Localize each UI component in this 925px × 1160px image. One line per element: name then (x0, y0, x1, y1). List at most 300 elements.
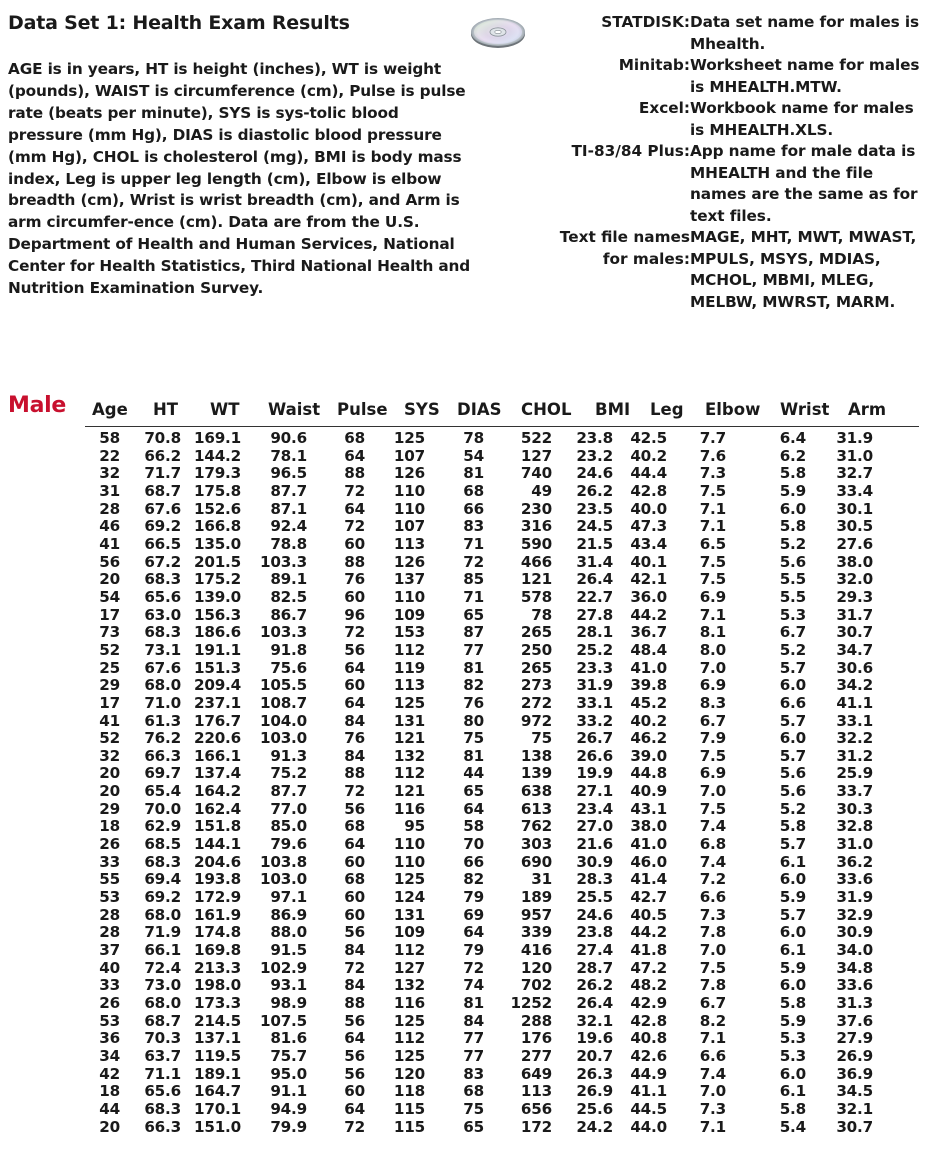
table-cell: 169.8 (193, 941, 241, 960)
table-cell: 33.1 (836, 711, 873, 730)
table-cell: 67.6 (144, 499, 181, 518)
table-cell: 33 (99, 852, 120, 871)
table-cell: 7.1 (699, 517, 726, 536)
table-cell: 40.5 (630, 905, 667, 924)
table-cell: 6.6 (699, 1046, 726, 1065)
table-cell: 151.0 (193, 1117, 241, 1136)
table-cell: 40.9 (630, 782, 667, 801)
table-cell: 42.7 (630, 888, 667, 907)
table-cell: 186.6 (193, 623, 241, 642)
file-map-key: STATDISK: (601, 13, 690, 31)
table-cell: 166.1 (193, 746, 241, 765)
table-cell: 19.6 (576, 1029, 613, 1048)
table-cell: 144.1 (193, 835, 241, 854)
table-cell: 166.8 (193, 517, 241, 536)
table-cell: 193.8 (193, 870, 241, 889)
table-cell: 6.9 (699, 764, 726, 783)
table-cell: 71.0 (144, 693, 181, 712)
table-cell: 95.0 (270, 1064, 307, 1083)
table-cell: 7.5 (699, 552, 726, 571)
table-cell: 96.5 (270, 464, 307, 483)
table-cell: 125 (393, 870, 425, 889)
table-cell: 103.3 (259, 623, 307, 642)
table-row (0, 624, 873, 642)
table-cell: 27.9 (836, 1029, 873, 1048)
table-cell: 138 (520, 746, 552, 765)
table-cell: 189.1 (193, 1064, 241, 1083)
table-cell: 105.5 (259, 676, 307, 695)
table-cell: 590 (520, 534, 552, 553)
table-cell: 27.0 (576, 817, 613, 836)
table-cell: 265 (520, 658, 552, 677)
table-cell: 77.0 (270, 799, 307, 818)
table-cell: 22.7 (576, 587, 613, 606)
table-cell: 20 (99, 782, 120, 801)
table-cell: 5.3 (779, 605, 806, 624)
table-cell: 65.4 (144, 782, 181, 801)
table-cell: 110 (393, 499, 425, 518)
table-cell: 81 (463, 746, 484, 765)
table-cell: 7.1 (699, 1029, 726, 1048)
table-cell: 83 (463, 517, 484, 536)
table-cell: 172.9 (193, 888, 241, 907)
file-map-value: MAGE, MHT, MWT, MWAST, MPULS, MSYS, MDIAS, MCHOL, MBMI, MLEG, MELBW, MWRST, MARM. (690, 228, 917, 311)
table-cell: 91.5 (270, 941, 307, 960)
table-cell: 23.8 (576, 923, 613, 942)
table-cell: 5.6 (779, 782, 806, 801)
table-cell: 5.3 (779, 1046, 806, 1065)
col-header-age: Age (92, 400, 128, 419)
table-cell: 79.9 (270, 1117, 307, 1136)
table-cell: 52 (99, 640, 120, 659)
table-cell: 26 (99, 835, 120, 854)
table-cell: 103.0 (259, 870, 307, 889)
table-cell: 40.2 (630, 446, 667, 465)
table-cell: 75 (463, 729, 484, 748)
table-cell: 86.9 (270, 905, 307, 924)
table-cell: 20.7 (576, 1046, 613, 1065)
table-row (0, 765, 873, 783)
table-cell: 34.7 (836, 640, 873, 659)
table-cell: 125 (393, 1011, 425, 1030)
table-cell: 30.6 (836, 658, 873, 677)
table-cell: 7.4 (699, 1064, 726, 1083)
table-cell: 25.9 (836, 764, 873, 783)
table-cell: 66.1 (144, 941, 181, 960)
table-cell: 740 (520, 464, 552, 483)
table-cell: 74 (463, 976, 484, 995)
table-cell: 29 (99, 676, 120, 695)
table-cell: 40 (99, 958, 120, 977)
table-cell: 72.4 (144, 958, 181, 977)
table-cell: 108.7 (259, 693, 307, 712)
table-cell: 60 (344, 888, 365, 907)
table-cell: 56 (344, 1046, 365, 1065)
table-cell: 87.7 (270, 481, 307, 500)
table-cell: 30.9 (836, 923, 873, 942)
table-cell: 28.1 (576, 623, 613, 642)
table-cell: 64 (344, 499, 365, 518)
table-row (0, 1066, 873, 1084)
table-cell: 5.8 (779, 994, 806, 1012)
table-cell: 6.6 (699, 888, 726, 907)
table-cell: 31.2 (836, 746, 873, 765)
table-row (0, 465, 873, 483)
table-cell: 30.7 (836, 623, 873, 642)
table-cell: 26.4 (576, 570, 613, 589)
table-cell: 23.5 (576, 499, 613, 518)
table-cell: 5.9 (779, 888, 806, 907)
table-cell: 31.9 (836, 888, 873, 907)
table-cell: 28.7 (576, 958, 613, 977)
table-cell: 63.7 (144, 1046, 181, 1065)
table-row (0, 977, 873, 995)
table-cell: 112 (393, 764, 425, 783)
table-cell: 110 (393, 587, 425, 606)
table-cell: 656 (520, 1099, 552, 1118)
table-cell: 5.8 (779, 1099, 806, 1118)
col-header-wt: WT (210, 400, 240, 419)
file-map-value: Worksheet name for males is MHEALTH.MTW. (690, 56, 920, 96)
table-row (0, 660, 873, 678)
table-cell: 41.1 (630, 1082, 667, 1101)
table-cell: 77 (463, 1029, 484, 1048)
table-cell: 38.0 (630, 817, 667, 836)
table-row (0, 1048, 873, 1066)
table-cell: 25.2 (576, 640, 613, 659)
table-cell: 124 (393, 888, 425, 907)
table-cell: 32.8 (836, 817, 873, 836)
table-cell: 27.1 (576, 782, 613, 801)
table-cell: 54 (99, 587, 120, 606)
table-cell: 7.2 (699, 870, 726, 889)
table-cell: 112 (393, 941, 425, 960)
table-cell: 273 (520, 676, 552, 695)
table-cell: 42.8 (630, 481, 667, 500)
table-cell: 72 (344, 623, 365, 642)
table-cell: 23.4 (576, 799, 613, 818)
section-label-male: Male (8, 393, 67, 418)
table-cell: 39.8 (630, 676, 667, 695)
table-cell: 6.7 (699, 994, 726, 1012)
table-row (0, 801, 873, 819)
table-cell: 88 (344, 764, 365, 783)
table-cell: 31.9 (576, 676, 613, 695)
table-cell: 60 (344, 852, 365, 871)
table-cell: 82 (463, 676, 484, 695)
table-cell: 79 (463, 941, 484, 960)
col-header-sys: SYS (404, 400, 440, 419)
table-cell: 32.0 (836, 570, 873, 589)
col-header-chol: CHOL (521, 400, 572, 419)
table-cell: 47.3 (630, 517, 667, 536)
table-row (0, 960, 873, 978)
table-row (0, 695, 873, 713)
table-cell: 37.6 (836, 1011, 873, 1030)
table-row (0, 1013, 873, 1031)
table-cell: 69 (463, 905, 484, 924)
table-row (0, 536, 873, 554)
table-cell: 169.1 (193, 429, 241, 447)
table-cell: 191.1 (193, 640, 241, 659)
table-cell: 23.8 (576, 429, 613, 447)
table-cell: 54 (463, 446, 484, 465)
table-cell: 265 (520, 623, 552, 642)
table-cell: 339 (520, 923, 552, 942)
col-header-waist: Waist (268, 400, 321, 419)
table-cell: 139.0 (193, 587, 241, 606)
table-cell: 24.6 (576, 464, 613, 483)
table-row (0, 818, 873, 836)
table-row (0, 713, 873, 731)
table-cell: 21.6 (576, 835, 613, 854)
table-cell: 34 (99, 1046, 120, 1065)
table-cell: 42 (99, 1064, 120, 1083)
table-cell: 120 (520, 958, 552, 977)
table-cell: 64 (344, 1029, 365, 1048)
table-row (0, 677, 873, 695)
table-cell: 173.3 (193, 994, 241, 1012)
table-cell: 26.9 (576, 1082, 613, 1101)
table-cell: 6.9 (699, 676, 726, 695)
table-cell: 40.1 (630, 552, 667, 571)
table-cell: 164.7 (193, 1082, 241, 1101)
table-cell: 81 (463, 994, 484, 1012)
table-cell: 67.6 (144, 658, 181, 677)
table-cell: 66 (463, 499, 484, 518)
table-cell: 125 (393, 429, 425, 447)
table-cell: 5.2 (779, 534, 806, 553)
table-cell: 7.5 (699, 799, 726, 818)
table-cell: 78.8 (270, 534, 307, 553)
table-row (0, 1030, 873, 1048)
table-cell: 277 (520, 1046, 552, 1065)
table-cell: 103.3 (259, 552, 307, 571)
table-cell: 8.0 (699, 640, 726, 659)
file-map-row-statdisk (540, 12, 925, 55)
table-cell: 6.7 (699, 711, 726, 730)
table-cell: 44 (463, 764, 484, 783)
table-cell: 72 (463, 552, 484, 571)
table-cell: 316 (520, 517, 552, 536)
table-cell: 25 (99, 658, 120, 677)
table-cell: 44.9 (630, 1064, 667, 1083)
table-cell: 5.9 (779, 481, 806, 500)
table-cell: 7.5 (699, 958, 726, 977)
table-cell: 66.2 (144, 446, 181, 465)
table-row (0, 1083, 873, 1101)
table-cell: 112 (393, 640, 425, 659)
table-cell: 20 (99, 1117, 120, 1136)
table-cell: 127 (520, 446, 552, 465)
table-cell: 17 (99, 693, 120, 712)
table-cell: 6.0 (779, 499, 806, 518)
table-cell: 68.3 (144, 623, 181, 642)
table-cell: 26.7 (576, 729, 613, 748)
table-cell: 44.4 (630, 464, 667, 483)
header-divider (85, 426, 919, 427)
table-cell: 87.7 (270, 782, 307, 801)
table-cell: 179.3 (193, 464, 241, 483)
table-row (0, 871, 873, 889)
table-cell: 88 (344, 552, 365, 571)
table-cell: 8.3 (699, 693, 726, 712)
table-cell: 71.1 (144, 1064, 181, 1083)
table-cell: 65 (463, 605, 484, 624)
table-cell: 31 (99, 481, 120, 500)
table-row (0, 889, 873, 907)
col-header-elbow: Elbow (705, 400, 761, 419)
table-cell: 220.6 (193, 729, 241, 748)
table-cell: 6.0 (779, 729, 806, 748)
table-cell: 25.5 (576, 888, 613, 907)
file-map-key: Excel: (638, 99, 690, 117)
table-cell: 82.5 (270, 587, 307, 606)
table-cell: 58 (463, 817, 484, 836)
table-cell: 41.8 (630, 941, 667, 960)
table-row (0, 518, 873, 536)
table-cell: 690 (520, 852, 552, 871)
table-cell: 137.4 (193, 764, 241, 783)
table-cell: 60 (344, 587, 365, 606)
table-cell: 5.5 (779, 587, 806, 606)
table-cell: 72 (463, 958, 484, 977)
table-cell: 649 (520, 1064, 552, 1083)
table-cell: 416 (520, 941, 552, 960)
table-cell: 33.1 (576, 693, 613, 712)
table-cell: 23.3 (576, 658, 613, 677)
file-map-value: Workbook name for males is MHEALTH.XLS. (690, 99, 914, 139)
table-cell: 137 (393, 570, 425, 589)
table-cell: 44.5 (630, 1099, 667, 1118)
table-cell: 7.3 (699, 1099, 726, 1118)
table-cell: 28 (99, 923, 120, 942)
table-cell: 41.1 (836, 693, 873, 712)
table-cell: 95 (404, 817, 425, 836)
table-cell: 5.7 (779, 746, 806, 765)
table-cell: 7.1 (699, 499, 726, 518)
table-cell: 43.1 (630, 799, 667, 818)
table-cell: 6.1 (779, 1082, 806, 1101)
table-cell: 27.6 (836, 534, 873, 553)
table-cell: 70.3 (144, 1029, 181, 1048)
table-cell: 72 (344, 481, 365, 500)
table-cell: 131 (393, 905, 425, 924)
table-cell: 69.4 (144, 870, 181, 889)
table-cell: 19.9 (576, 764, 613, 783)
table-cell: 42.5 (630, 429, 667, 447)
table-cell: 5.8 (779, 464, 806, 483)
table-cell: 41.0 (630, 658, 667, 677)
file-map-key: Minitab: (618, 56, 690, 74)
table-cell: 174.8 (193, 923, 241, 942)
table-cell: 115 (393, 1117, 425, 1136)
table-cell: 85.0 (270, 817, 307, 836)
table-cell: 113 (393, 676, 425, 695)
table-cell: 73.0 (144, 976, 181, 995)
table-cell: 56 (344, 799, 365, 818)
table-cell: 44 (99, 1099, 120, 1118)
table-cell: 126 (393, 552, 425, 571)
table-cell: 49 (531, 481, 552, 500)
table-cell: 118 (393, 1082, 425, 1101)
table-cell: 5.4 (779, 1117, 806, 1136)
table-cell: 5.5 (779, 570, 806, 589)
table-row (0, 748, 873, 766)
table-cell: 102.9 (259, 958, 307, 977)
table-cell: 44.0 (630, 1117, 667, 1136)
table-cell: 34.0 (836, 941, 873, 960)
table-cell: 250 (520, 640, 552, 659)
table-cell: 702 (520, 976, 552, 995)
table-row (0, 589, 873, 607)
table-cell: 91.3 (270, 746, 307, 765)
table-cell: 5.2 (779, 640, 806, 659)
table-cell: 7.1 (699, 1117, 726, 1136)
table-cell: 466 (520, 552, 552, 571)
table-cell: 164.2 (193, 782, 241, 801)
table-cell: 30.9 (576, 852, 613, 871)
table-cell: 6.6 (779, 693, 806, 712)
table-cell: 31.0 (836, 446, 873, 465)
table-cell: 6.9 (699, 587, 726, 606)
table-cell: 113 (520, 1082, 552, 1101)
table-cell: 162.4 (193, 799, 241, 818)
table-cell: 27.4 (576, 941, 613, 960)
table-cell: 84 (463, 1011, 484, 1030)
file-map-value: Data set name for males is Mhealth. (690, 13, 920, 53)
table-cell: 32.7 (836, 464, 873, 483)
table-cell: 32.1 (576, 1011, 613, 1030)
table-cell: 125 (393, 693, 425, 712)
table-cell: 44.2 (630, 923, 667, 942)
table-cell: 75 (463, 1099, 484, 1118)
table-cell: 1252 (510, 994, 552, 1012)
table-row (0, 642, 873, 660)
table-cell: 63.0 (144, 605, 181, 624)
table-cell: 30.5 (836, 517, 873, 536)
table-cell: 6.1 (779, 852, 806, 871)
table-cell: 139 (520, 764, 552, 783)
table-cell: 103.8 (259, 852, 307, 871)
table-cell: 41 (99, 534, 120, 553)
table-cell: 83 (463, 1064, 484, 1083)
table-cell: 161.9 (193, 905, 241, 924)
table-cell: 46.2 (630, 729, 667, 748)
table-cell: 76 (344, 570, 365, 589)
table-cell: 56 (344, 923, 365, 942)
table-cell: 76 (463, 693, 484, 712)
table-cell: 33.7 (836, 782, 873, 801)
table-cell: 68 (344, 870, 365, 889)
table-cell: 6.2 (779, 446, 806, 465)
table-cell: 26 (99, 994, 120, 1012)
table-cell: 110 (393, 852, 425, 871)
table-cell: 112 (393, 1029, 425, 1048)
table-cell: 56 (344, 1011, 365, 1030)
table-cell: 109 (393, 605, 425, 624)
file-map-key: TI-83/84 Plus: (571, 142, 690, 160)
table-cell: 41.4 (630, 870, 667, 889)
table-cell: 33.6 (836, 870, 873, 889)
table-cell: 7.5 (699, 481, 726, 500)
table-cell: 61.3 (144, 711, 181, 730)
table-cell: 79 (463, 888, 484, 907)
table-cell: 36 (99, 1029, 120, 1048)
table-cell: 86.7 (270, 605, 307, 624)
table-row (0, 607, 873, 625)
table-cell: 48.4 (630, 640, 667, 659)
